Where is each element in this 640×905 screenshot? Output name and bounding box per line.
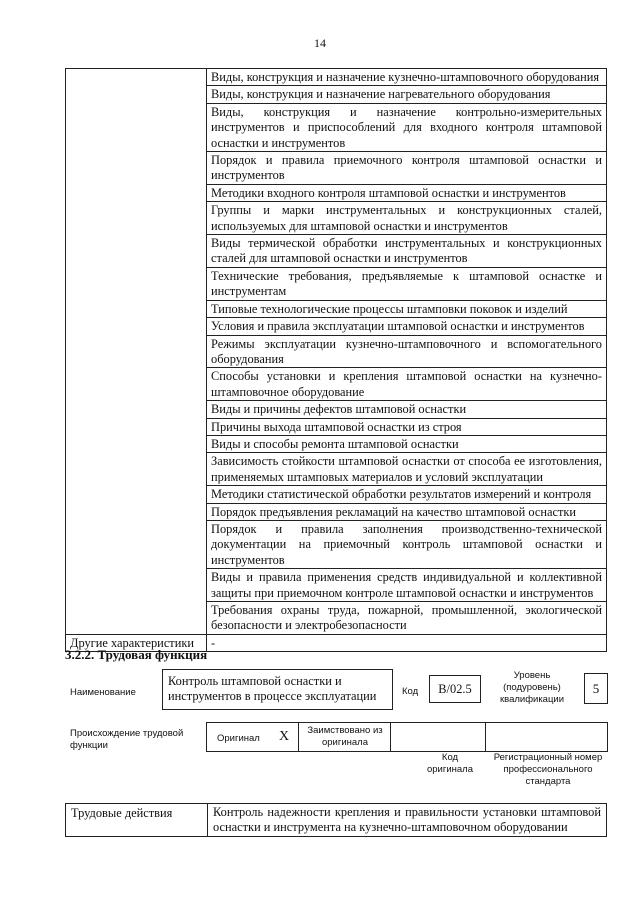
cell-divider bbox=[485, 723, 486, 751]
knowledge-item: Виды, конструкция и назначение контрольно-измерительных инструментов и приспособлений для входного контроля штамповой оснастки и инструментов bbox=[207, 103, 607, 151]
actions-table bbox=[65, 803, 607, 837]
knowledge-item: Виды и способы ремонта штамповой оснастки bbox=[207, 435, 607, 452]
other-characteristics-label: Другие характеристики bbox=[66, 634, 207, 651]
knowledge-item: Методики входного контроля штамповой оснастки и инструментов bbox=[207, 184, 607, 201]
knowledge-item: Типовые технологические процессы штамповки поковок и изделий bbox=[207, 300, 607, 317]
knowledge-item: Порядок предъявления рекламаций на качество штамповой оснастки bbox=[207, 503, 607, 520]
actions-label: Трудовые действия bbox=[71, 806, 173, 820]
knowledge-item: Условия и правила эксплуатации штамповой оснастки и инструментов bbox=[207, 318, 607, 335]
knowledge-item: Методики статистической обработки результатов измерений и контроля bbox=[207, 486, 607, 503]
knowledge-item: Виды, конструкция и назначение нагревательного оборудования bbox=[207, 86, 607, 103]
code-value-box: B/02.5 bbox=[429, 675, 481, 703]
code-label: Код bbox=[402, 686, 419, 697]
knowledge-item: Виды и причины дефектов штамповой оснастки bbox=[207, 401, 607, 418]
knowledge-item: Виды термической обработки инструментальных и конструкционных сталей для штамповой оснастки и инструментов bbox=[207, 235, 607, 268]
knowledge-item: Способы установки и крепления штамповой оснастки на кузнечно-штамповочное оборудование bbox=[207, 368, 607, 401]
cell-divider bbox=[298, 723, 299, 751]
cell-divider bbox=[390, 723, 391, 751]
knowledge-item: Группы и марки инструментальных и конструкционных сталей, используемых для штамповой оснастки и инструментов bbox=[207, 202, 607, 235]
knowledge-item: Виды и правила применения средств индивидуальной и коллективной защиты при приемочном контроле штамповой оснастки и инструментов bbox=[207, 569, 607, 602]
knowledge-item: Виды, конструкция и назначение кузнечно-штамповочного оборудования bbox=[207, 69, 607, 86]
level-value-box: 5 bbox=[584, 673, 608, 704]
borrowed-label: Заимствовано из оригинала bbox=[307, 725, 383, 748]
section-heading: 3.2.2. Трудовая функция bbox=[65, 647, 208, 662]
name-label: Наименование bbox=[70, 687, 136, 698]
knowledge-label-cell bbox=[66, 69, 207, 635]
code-original-label: Код оригинала bbox=[426, 752, 473, 775]
original-label: Оригинал bbox=[217, 733, 260, 744]
origin-table bbox=[206, 722, 608, 752]
function-name-box: Контроль штамповой оснастки и инструментов в процессе эксплуатации bbox=[162, 669, 393, 710]
reg-number-label: Регистрационный номер профессионального стандарта bbox=[493, 752, 603, 787]
page-number: 14 bbox=[314, 36, 326, 50]
knowledge-item: Причины выхода штамповой оснастки из строя bbox=[207, 418, 607, 435]
knowledge-item: Порядок и правила заполнения производственно-технической документации на приемочный контроль штамповой оснастки и инструментов bbox=[207, 520, 607, 568]
knowledge-item: Зависимость стойкости штамповой оснастки от способа ее изготовления, применяемых штамповых материалов и условий эксплуатации bbox=[207, 453, 607, 486]
knowledge-item: Технические требования, предъявляемые к штамповой оснастке и инструментам bbox=[207, 267, 607, 300]
knowledge-item: Режимы эксплуатации кузнечно-штамповочного и вспомогательного оборудования bbox=[207, 335, 607, 368]
table-row bbox=[66, 69, 607, 86]
level-label: Уровень (подуровень) квалификации bbox=[499, 670, 565, 705]
original-mark: X bbox=[279, 729, 290, 744]
cell-divider bbox=[207, 804, 208, 836]
knowledge-item: Требования охраны труда, пожарной, промышленной, экологической безопасности и электробезопасности bbox=[207, 602, 607, 635]
actions-value: Контроль надежности крепления и правильности установки штамповой оснастки и инструмента на кузнечно-штамповочном оборудовании bbox=[213, 805, 601, 834]
other-characteristics-value: - bbox=[207, 634, 607, 651]
knowledge-table bbox=[65, 68, 607, 652]
knowledge-item: Порядок и правила приемочного контроля штамповой оснастки и инструментов bbox=[207, 152, 607, 185]
origin-label: Происхождение трудовой функции bbox=[70, 728, 184, 751]
